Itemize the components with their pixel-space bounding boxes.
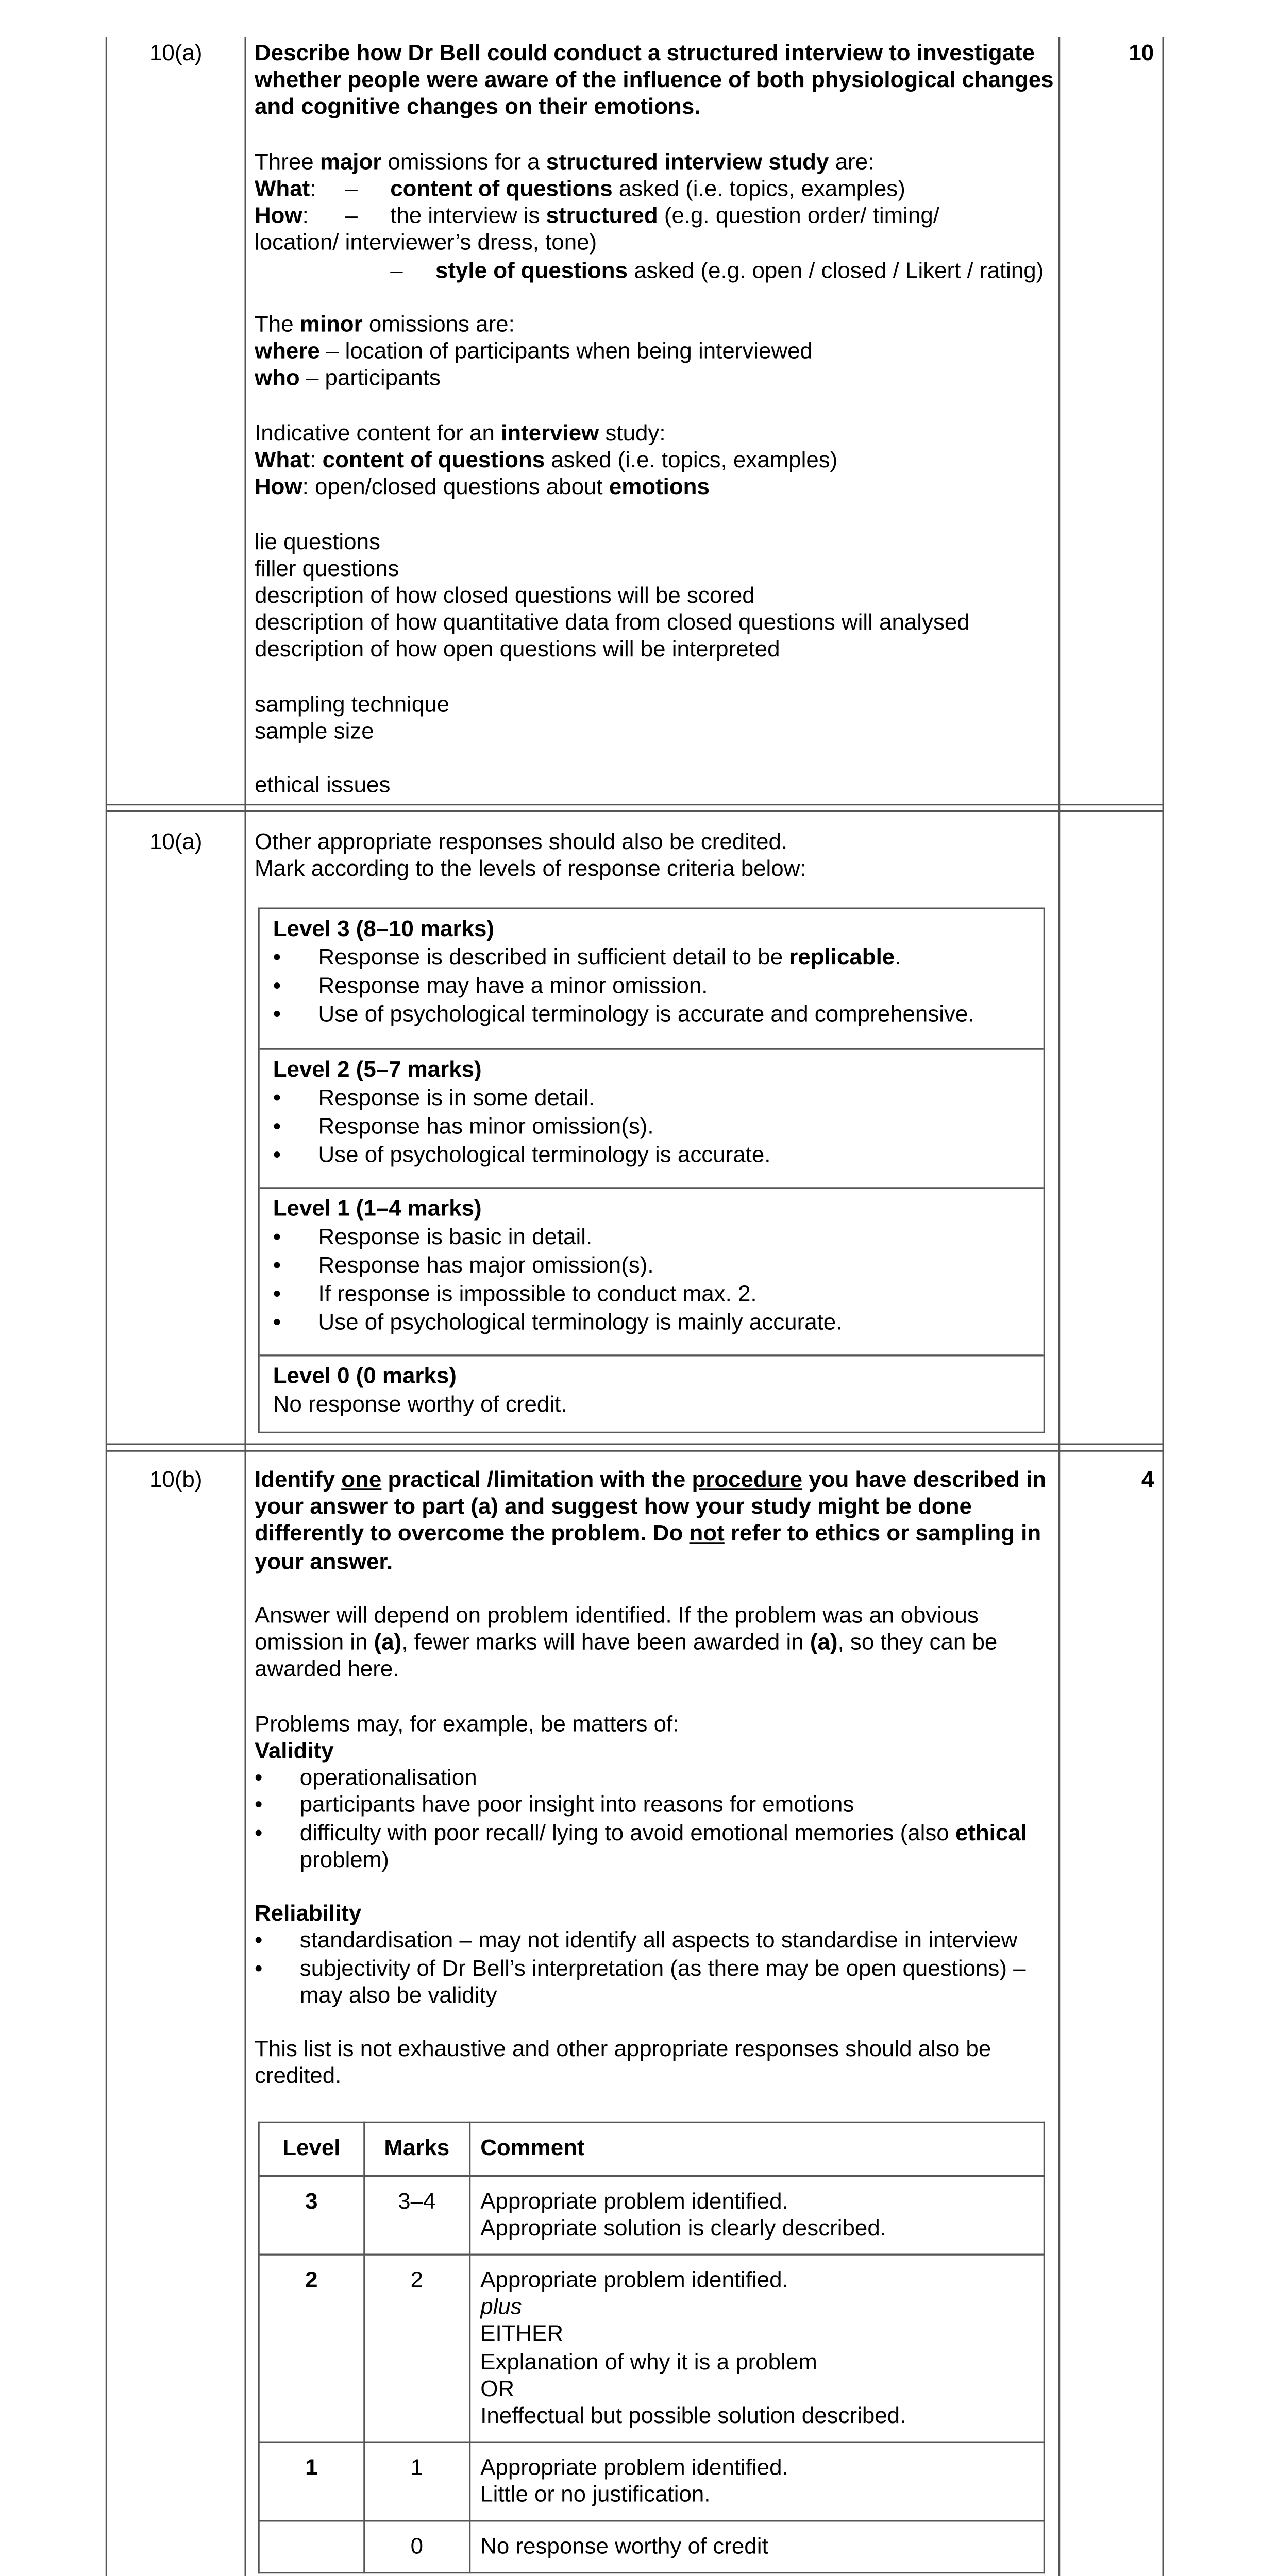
list-item: description of how closed questions will be scored [255, 583, 755, 608]
level-title: Level 1 (1–4 marks) [273, 1195, 482, 1221]
level-3 [260, 909, 1044, 1048]
minor-omissions-intro: The minor omissions are: [255, 311, 515, 337]
bullet-item: • difficulty with poor recall/ lying to avoid emotional memories (also ethical problem) [255, 1819, 1027, 1872]
table-header-row [259, 2122, 1044, 2176]
bullet-item: • operationalisation [255, 1765, 477, 1790]
question-text: Identify one practical /limitation with the procedure you have described in your answer to part (a) and suggest how your study might be done differently to overcome the problem. Do not refer to ethics or sampling in your answer. [255, 1467, 1047, 1573]
levels-of-response-box [258, 908, 1046, 1434]
mark-scheme-table [106, 37, 1164, 2576]
validity-heading: Validity [255, 1738, 334, 1764]
how-line-continued: location/ interviewer’s dress, tone) [255, 230, 597, 256]
level-title: Level 0 (0 marks) [273, 1363, 457, 1388]
how-line: How: – the interview is structured (e.g. question order/ timing/ [255, 202, 939, 228]
who-line: who – participants [255, 365, 441, 391]
indicative-how: How: open/closed questions about emotions [255, 474, 710, 500]
header-level: Level [259, 2122, 364, 2176]
bullet-item: • Response is basic in detail. [273, 1224, 593, 1249]
row-divider [107, 1444, 1163, 1452]
cell-marks: 2 [364, 2255, 469, 2442]
level-2 [260, 1048, 1044, 1188]
bullet-item: • participants have poor insight into reasons for emotions [255, 1792, 854, 1818]
closing-note: This list is not exhaustive and other appropriate responses should also be credited. [255, 2036, 991, 2089]
table-row [259, 2255, 1044, 2442]
table-row [259, 2176, 1044, 2255]
bullet-item: • Use of psychological terminology is accurate and comprehensive. [273, 1001, 974, 1026]
column-divider-question [245, 37, 246, 2576]
bullet-item: • Response is in some detail. [273, 1084, 595, 1110]
bullet-item: • Response may have a minor omission. [273, 972, 708, 998]
cell-marks: 0 [364, 2521, 469, 2573]
cell-level [259, 2521, 364, 2573]
list-item: sampling technique [255, 691, 450, 717]
level-title: Level 2 (5–7 marks) [273, 1056, 482, 1082]
marks-value: 10 [1129, 40, 1154, 65]
question-text: Describe how Dr Bell could conduct a structured interview to investigate whether people were aware of the influence of both physiological changes and cognitive changes on their emotions. [255, 40, 1054, 120]
question-10a-content [255, 40, 1055, 800]
answer-guidance: Answer will depend on problem identified. If the problem was an obvious omission in (a), fewer marks will have been awarded in (a), so they can be awarded here. [255, 1602, 998, 1682]
list-item: description of how open questions will be interpreted [255, 637, 780, 663]
list-item: filler questions [255, 555, 399, 581]
column-divider-marks [1058, 37, 1060, 2576]
bullet-item: • Use of psychological terminology is mainly accurate. [273, 1309, 843, 1334]
cell-comment: No response worthy of credit [469, 2521, 1044, 2573]
indicative-intro: Indicative content for an interview study: [255, 420, 666, 445]
level-1 [260, 1187, 1044, 1354]
question-number: 10(a) [149, 828, 203, 854]
where-line: where – location of participants when being interviewed [255, 338, 813, 364]
bullet-item: • If response is impossible to conduct max. 2. [273, 1280, 757, 1306]
levels-intro: Other appropriate responses should also be credited. Mark according to the levels of response criteria below: [255, 828, 806, 882]
header-marks: Marks [364, 2122, 469, 2176]
bullet-item: • subjectivity of Dr Bell’s interpretation (as there may be open questions) – may also be validity [255, 1955, 1026, 2008]
style-line: – style of questions asked (e.g. open / closed / Likert / rating) [390, 257, 1044, 282]
list-item: lie questions [255, 528, 380, 554]
level-title: Level 3 (8–10 marks) [273, 916, 495, 941]
list-item: ethical issues [255, 772, 391, 798]
marks-value: 4 [1141, 1467, 1154, 1492]
row-divider [107, 804, 1163, 812]
reliability-heading: Reliability [255, 1901, 362, 1926]
level-0: Level 0 (0 marks) No response worthy of credit. [260, 1354, 1044, 1432]
cell-marks: 3–4 [364, 2176, 469, 2255]
cell-level: 1 [259, 2442, 364, 2521]
question-number: 10(b) [149, 1467, 203, 1492]
header-comment: Comment [469, 2122, 1044, 2176]
table-row [259, 2442, 1044, 2521]
what-line: What: – content of questions asked (i.e. topics, examples) [255, 176, 905, 201]
levels-table-10b [258, 2122, 1046, 2574]
cell-comment: Appropriate problem identified. Appropriate solution is clearly described. [469, 2176, 1044, 2255]
cell-level: 3 [259, 2176, 364, 2255]
question-number: 10(a) [149, 40, 203, 65]
bullet-item: • Response has minor omission(s). [273, 1113, 654, 1139]
cell-comment: Appropriate problem identified. Little or no justification. [469, 2442, 1044, 2521]
list-item: description of how quantitative data from closed questions will analysed [255, 609, 970, 635]
cell-comment: Appropriate problem identified. plus EITHER Explanation of why it is a problem OR Ineffectual but possible solution described. [469, 2255, 1044, 2442]
question-10b-content [255, 1467, 1055, 2091]
cell-level: 2 [259, 2255, 364, 2442]
problems-intro: Problems may, for example, be matters of: [255, 1710, 679, 1736]
list-item: sample size [255, 718, 374, 743]
major-omissions-intro: Three major omissions for a structured interview study are: [255, 148, 875, 174]
bullet-item: • standardisation – may not identify all aspects to standardise in interview [255, 1928, 1018, 1953]
bullet-item: • Use of psychological terminology is accurate. [273, 1141, 771, 1167]
table-row [259, 2521, 1044, 2573]
cell-marks: 1 [364, 2442, 469, 2521]
bullet-item: • Response has major omission(s). [273, 1252, 654, 1278]
bullet-item: • Response is described in sufficient detail to be replicable. [273, 944, 901, 970]
indicative-what: What: content of questions asked (i.e. topics, examples) [255, 447, 838, 472]
